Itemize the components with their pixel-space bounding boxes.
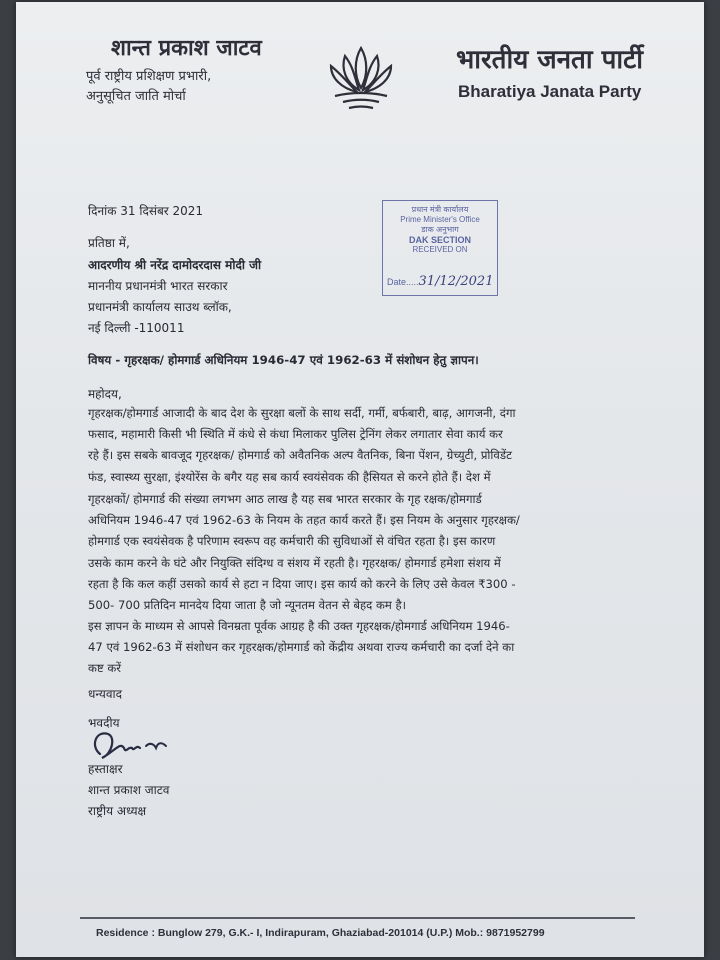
letter-page (16, 2, 704, 957)
stamp-line-3: डाक अनुभाग (421, 225, 459, 234)
stamp-date: Date.....31/12/2021 (387, 274, 494, 289)
letter-date: दिनांक 31 दिसंबर 2021 (88, 204, 204, 218)
salutation: महोदय, (88, 387, 122, 401)
body-line: 500- 700 प्रतिदिन मानदेय दिया जाता है जो न्यूनतम वेतन से बेहद कम है। (88, 598, 407, 612)
body-line: फसाद, महामारी किसी भी स्थिति में कंधे से कंधा मिलाकर पुलिस ट्रेनिंग लेकर लगातार सेवा कार्य कर (88, 427, 503, 441)
body-line: गृहरक्षक/होमगार्ड आजादी के बाद देश के सुरक्षा बलों के साथ सर्दी, गर्मी, बर्फबारी, बाढ़, आगजनी, दंगा (88, 406, 516, 420)
party-name-english: Bharatiya Janata Party (458, 82, 642, 101)
pmo-received-stamp (382, 200, 498, 296)
stamp-line-1: प्रधान मंत्री कार्यालय (411, 205, 469, 214)
signatory-title: राष्ट्रीय अध्यक्ष (88, 804, 147, 818)
recipient-line-1: प्रतिष्ठा में, (88, 236, 130, 250)
party-name-hindi: भारतीय जनता पार्टी (456, 45, 643, 75)
body-line: फंड, स्वास्थ्य सुरक्षा, इंश्योरेंस के बगैर यह सब कार्य स्वयंसेवक की हैसियत से करने होते हैं। देश में (88, 470, 491, 484)
lotus-logo-icon (321, 42, 401, 114)
recipient-line-4: प्रधानमंत्री कार्यालय साउथ ब्लॉक, (88, 300, 232, 314)
body-line: कष्ट करें (88, 661, 122, 675)
recipient-line-3: माननीय प्रधानमंत्री भारत सरकार (88, 279, 228, 293)
recipient-line-5: नई दिल्ली -110011 (88, 321, 185, 335)
recipient-line-2: आदरणीय श्री नरेंद्र दामोदरदास मोदी जी (88, 258, 262, 272)
body-line: अधिनियम 1946-47 एवं 1962-63 के नियम के तहत कार्य करते हैं। इस नियम के अनुसार गृहरक्षक/ (88, 513, 520, 527)
signatory-name: शान्त प्रकाश जाटव (88, 783, 170, 797)
signature-label: हस्ताक्षर (88, 762, 123, 776)
body-line: गृहरक्षकों/ होमगार्ड की संख्या लगभग आठ लाख है यह सब भारत सरकार के गृह रक्षक/होमगार्ड (88, 492, 482, 506)
stamp-line-4: DAK SECTION (408, 235, 471, 245)
body-line: रहता है कि कल कहीं उसको कार्य से हटा न दिया जाए। इस कार्य को करने के लिए उसे केवल ₹300 - (88, 577, 516, 591)
body-line: उसके काम करने के घंटे और नियुक्ति संदिग्ध व संशय में रहती है। गृहरक्षक/ होमगार्ड हमेशा संशय में (88, 556, 501, 570)
body-line: होमगार्ड एक स्वयंसेवक है परिणाम स्वरूप वह कर्मचारी की सुविधाओं से वंचित रहता है। इस कारण (88, 534, 496, 548)
body-line: रहे हैं। इस सबके बावजूद गृहरक्षक/ होमगार्ड को अवैतनिक अल्प वैतनिक, बिना पेंशन, ग्रेच्युटी, प्रोविडेंट (88, 448, 512, 462)
stamp-line-5: RECEIVED ON (412, 245, 468, 254)
subject-line: विषय - गृहरक्षक/ होमगार्ड अधिनियम 1946-47 एवं 1962-63 में संशोधन हेतु ज्ञापन। (88, 353, 479, 367)
body-line: इस ज्ञापन के माध्यम से आपसे विनम्रता पूर्वक आग्रह है की उक्त गृहरक्षक/होमगार्ड अधिनियम 1946- (88, 619, 510, 633)
residence-footer: Residence : Bunglow 279, G.K.- I, Indirapuram, Ghaziabad-201014 (U.P.) Mob.: 9871952799 (96, 927, 545, 939)
sender-name: शान्त प्रकाश जाटव (111, 36, 262, 61)
footer-divider (80, 917, 635, 919)
stamp-date-value: 31/12/2021 (418, 274, 494, 289)
stamp-date-label: Date (387, 277, 407, 287)
thanks-line: धन्यवाद (88, 687, 123, 701)
closing-line: भवदीय (88, 716, 120, 730)
sender-title-1: पूर्व राष्ट्रीय प्रशिक्षण प्रभारी, (86, 69, 212, 84)
sender-title-2: अनुसूचित जाति मोर्चा (86, 89, 186, 104)
stamp-line-2: Prime Minister's Office (400, 215, 480, 224)
body-line: 47 एवं 1962-63 में संशोधन कर गृहरक्षक/होमगार्ड को केंद्रीय अथवा राज्य कर्मचारी का दर्जा देने का (88, 640, 515, 654)
